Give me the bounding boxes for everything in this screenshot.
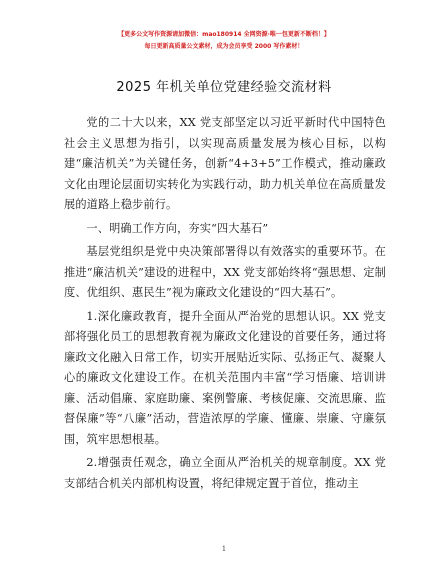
intro-paragraph: 党的二十大以来，XX 党支部坚定以习近平新时代中国特色社会主义思想为指引，以实现高质量发展为核心目标，以构建“廉洁机关”为关键任务，创新“4+3+5”工作模式，推动廉政文化由理论层面切实转化为实践行动，助力机关单位在高质量发展的道路上稳步前行。: [64, 116, 386, 211]
promo-banner-line-2: 每日更新高质量公文素材，成为会员享受 2000 写作素材！: [144, 43, 304, 50]
page-number: 1: [221, 545, 227, 553]
numbered-paragraph-2: 2.增强责任观念，确立全面从严治机关的规章制度。XX 党支部结合机关内部机构设置，将纪律规定置于首位，推动主: [64, 456, 386, 490]
document-body: [64, 113, 386, 497]
promo-banner-line-1: 【更多公文写作资源请加微信：mao180914 全网资源·唯一包更新不断档！】: [118, 31, 330, 38]
body-paragraph: 基层党组织是党中央决策部署得以有效落实的重要环节。在推进“廉洁机关”建设的进程中，XX 党支部始终将“强思想、定制度、优组织、惠民生”视为廉政文化建设的“四大基石”。: [64, 245, 386, 299]
section-heading-1: 一、明确工作方向，夯实“四大基石”: [86, 221, 269, 235]
numbered-paragraph-1: 1.深化廉政教育，提升全面从严治党的思想认识。XX 党支部将强化员工的思想教育视为廉政文化建设的首要任务，通过将廉政文化融入日常工作，切实开展贴近实际、弘扬正气、凝聚人心的廉政文化建设工作。在机关范围内丰富“学习悟廉、培训讲廉、活动倡廉、家庭助廉、案例警廉、考核促廉、交流思廉、监督保廉”等“八廉”活动，营造浓厚的学廉、懂廉、崇廉、守廉氛围，筑牢思想根基。: [64, 309, 386, 446]
document-title: 2025 年机关单位党建经验交流材料: [116, 80, 332, 95]
